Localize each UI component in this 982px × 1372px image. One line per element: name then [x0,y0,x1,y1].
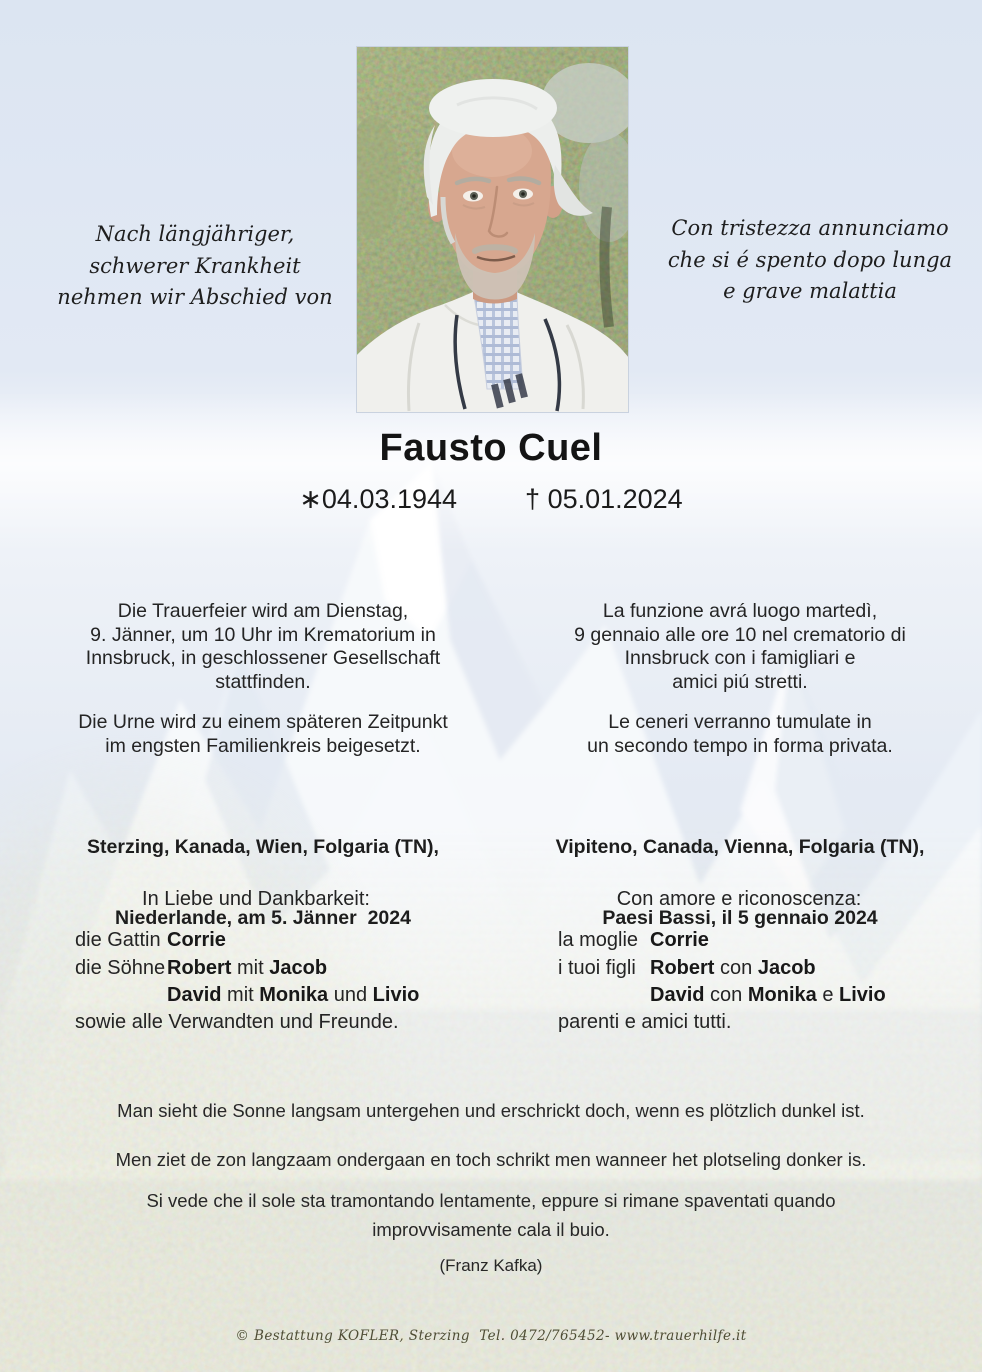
family-member-name: David [167,983,222,1006]
family-member-name: Robert [167,956,232,979]
service-de-line: 9. Jänner, um 10 Uhr im Krematorium in [90,623,436,646]
intro-it-line: Con tristezza annunciamo [671,216,949,240]
deceased-name: Fausto Cuel [379,427,603,469]
quote-it-line: Si vede che il sole sta tramontando lentamente, eppure si rimane spaventati quando [146,1190,836,1211]
family-member-name: Jacob [269,956,328,979]
life-dates [0,483,982,515]
intro-de-line: Nach längjähriger, [95,222,295,246]
urn-it-line: un secondo tempo in forma privata. [587,734,893,757]
family-de-heading: In Liebe und Dankbarkeit: [142,888,370,910]
family-row [558,955,920,982]
places-de-line: Sterzing, Kanada, Wien, Folgaria (TN), [87,836,439,859]
quote-attribution: (Franz Kafka) [439,1256,543,1275]
family-it-closing: parenti e amici tutti. [558,1011,732,1034]
portrait-photo [357,47,628,412]
family-italian [558,886,920,1036]
service-info-italian [497,600,982,694]
family-de-closing: sowie alle Verwandten und Freunde. [75,1011,399,1034]
intro-de-line: schwerer Krankheit [89,253,301,278]
service-de-line: stattfinden. [215,670,311,693]
service-de-line: Innsbruck, in geschlossener Gesellschaft [85,647,441,670]
family-member-name: Robert [650,956,715,979]
quote-it-line: improvvisamente cala il buio. [372,1219,610,1240]
family-member-name: Livio [839,983,886,1006]
family-member-name: Monika [259,983,329,1006]
service-de-line: Die Trauerfeier wird am Dienstag, [117,600,409,622]
family-member-name: Corrie [167,929,226,952]
service-it-line: 9 gennaio alle ore 10 nel crematorio di [574,623,906,646]
family-connector: con [720,956,753,979]
family-connector: con [710,983,743,1006]
family-row [558,927,920,954]
intro-it-line: e grave malattia [723,279,897,303]
family-member-name: Livio [372,983,420,1006]
funeral-home-footer: © Bestattung KOFLER, Sterzing Tel. 0472/765452- www.trauerhilfe.it [235,1328,747,1344]
family-row [558,982,920,1009]
family-connector: und [333,983,368,1006]
service-it-line: amici piú stretti. [672,670,808,693]
death-date: † 05.01.2024 [525,484,683,514]
family-member-name: David [650,983,705,1006]
family-member-name: Corrie [650,929,709,952]
urn-info-german [20,711,506,758]
intro-german [55,219,335,314]
family-german [75,886,437,1036]
family-row [75,955,437,982]
urn-info-italian [497,711,982,758]
urn-de-line: im engsten Familienkreis beigesetzt. [105,734,421,757]
quote-italian [0,1186,982,1244]
quote-german: Man sieht die Sonne langsam untergehen und erschrickt doch, wenn es plötzlich dunkel ist. [117,1100,865,1121]
urn-de-line: Die Urne wird zu einem späteren Zeitpunkt [78,711,448,733]
places-de-line: Niederlande, am 5. Jänner 2024 [115,906,411,929]
family-connector: mit [227,983,254,1006]
intro-de-line: nehmen wir Abschied von [57,285,333,309]
places-it-line: Paesi Bassi, il 5 gennaio 2024 [602,906,878,929]
family-relation-label: die Söhne [75,956,166,979]
service-it-line: La funzione avrá luogo martedì, [602,600,878,622]
birth-date: ∗04.03.1944 [299,484,458,514]
family-row [75,982,437,1009]
family-member-name: Jacob [757,956,816,979]
family-member-name: Monika [747,983,817,1006]
family-connector: e [822,983,834,1006]
family-row [75,927,437,954]
family-relation-label: i tuoi figli [558,956,636,979]
intro-it-line: che si é spento dopo lunga [667,247,953,272]
places-it-line: Vipiteno, Canada, Vienna, Folgaria (TN), [555,836,925,859]
family-it-heading: Con amore e riconoscenza: [616,888,862,910]
urn-it-line: Le ceneri verranno tumulate in [608,711,872,733]
family-relation-label: la moglie [558,929,639,952]
family-relation-label: die Gattin [75,929,161,952]
family-connector: mit [237,956,264,979]
intro-italian [655,213,965,308]
service-it-line: Innsbruck con i famigliari e [624,647,856,670]
service-info-german [20,600,506,694]
quote-dutch: Men ziet de zon langzaam ondergaan en toch schrikt men wanneer het plotseling donker is. [115,1149,867,1170]
